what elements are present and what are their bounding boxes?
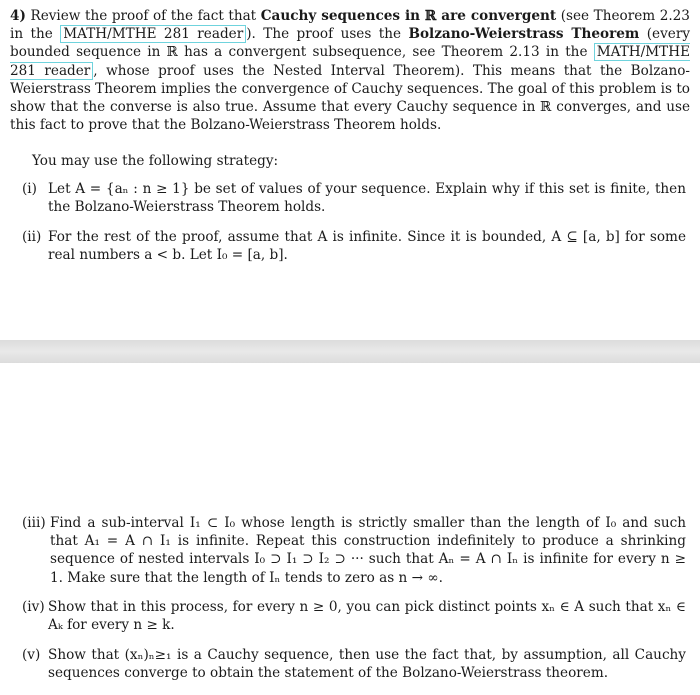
problem-text-3: ). The proof uses the bbox=[246, 26, 402, 43]
problem-number: 4) bbox=[10, 8, 26, 24]
bold-cauchy-convergent: Cauchy sequences in ℝ are convergent bbox=[260, 8, 557, 24]
strategy-intro: You may use the following strategy: bbox=[32, 153, 279, 169]
problem-text-1: Review the proof of the fact that bbox=[30, 8, 257, 24]
strategy-item-ii bbox=[22, 228, 686, 266]
item-label: (iv) bbox=[22, 599, 45, 615]
problem-text-2: (see Theorem 2.23 in the bbox=[10, 8, 690, 43]
strategy-item-iii bbox=[22, 514, 686, 588]
item-label: (ii) bbox=[22, 229, 42, 245]
reader-link-2[interactable]: MATH/MTHE 281 reader bbox=[10, 44, 690, 79]
problem-text-5: , whose proof uses the Nested Interval Theorem). This means that the Bolzano-Weierstrass Theorem implies the convergence of Cauchy sequences. The goal of this problem is to show that the converse is also true. Assume that every Cauchy sequence in ℝ converges, and use this fact to prove that the Bolzano-Weierstrass Theorem holds. bbox=[10, 62, 690, 134]
bold-bolzano-weierstrass: Bolzano-Weierstrass Theorem bbox=[408, 26, 640, 43]
problem-text-4: (every bounded sequence in ℝ has a convergent subsequence, see Theorem 2.13 in the bbox=[10, 26, 691, 61]
page-separator bbox=[0, 340, 700, 363]
strategy-item-i bbox=[22, 180, 686, 218]
strategy-item-v bbox=[22, 646, 686, 684]
item-label: (iii) bbox=[22, 515, 46, 531]
strategy-item-iv bbox=[22, 598, 686, 636]
item-text: Find a sub-interval I₁ ⊂ I₀ whose length is strictly smaller than the length of I₀ and such that A₁ = A ∩ I₁ is infinite. Repeat this construction indefinitely to produce a shrinking sequence of nested intervals I₀ ⊃ I₁ ⊃ I₂ ⊃ ··· such that Aₙ = A ∩ Iₙ is infinite for every n ≥ 1. Make sure that the length of Iₙ tends to zero as n → ∞. bbox=[50, 515, 686, 586]
item-label: (i) bbox=[22, 181, 37, 197]
item-label: (v) bbox=[22, 647, 41, 663]
reader-link-1[interactable]: MATH/MTHE 281 reader bbox=[60, 25, 246, 43]
item-text: Show that (xₙ)ₙ≥₁ is a Cauchy sequence, then use the fact that, by assumption, all Cauchy sequences converge to obtain the statement of the Bolzano-Weierstrass theorem. bbox=[48, 647, 686, 682]
item-text: For the rest of the proof, assume that A is infinite. Since it is bounded, A ⊆ [a, b] for some real numbers a < b. Let I₀ = [a, b]. bbox=[48, 229, 686, 264]
problem-statement bbox=[10, 7, 690, 134]
item-text: Let A = {aₙ : n ≥ 1} be set of values of your sequence. Explain why if this set is finite, then the Bolzano-Weierstrass Theorem holds. bbox=[48, 181, 686, 216]
item-text: Show that in this process, for every n ≥ 0, you can pick distinct points xₙ ∈ A such that xₙ ∈ Aₖ for every n ≥ k. bbox=[48, 599, 686, 634]
